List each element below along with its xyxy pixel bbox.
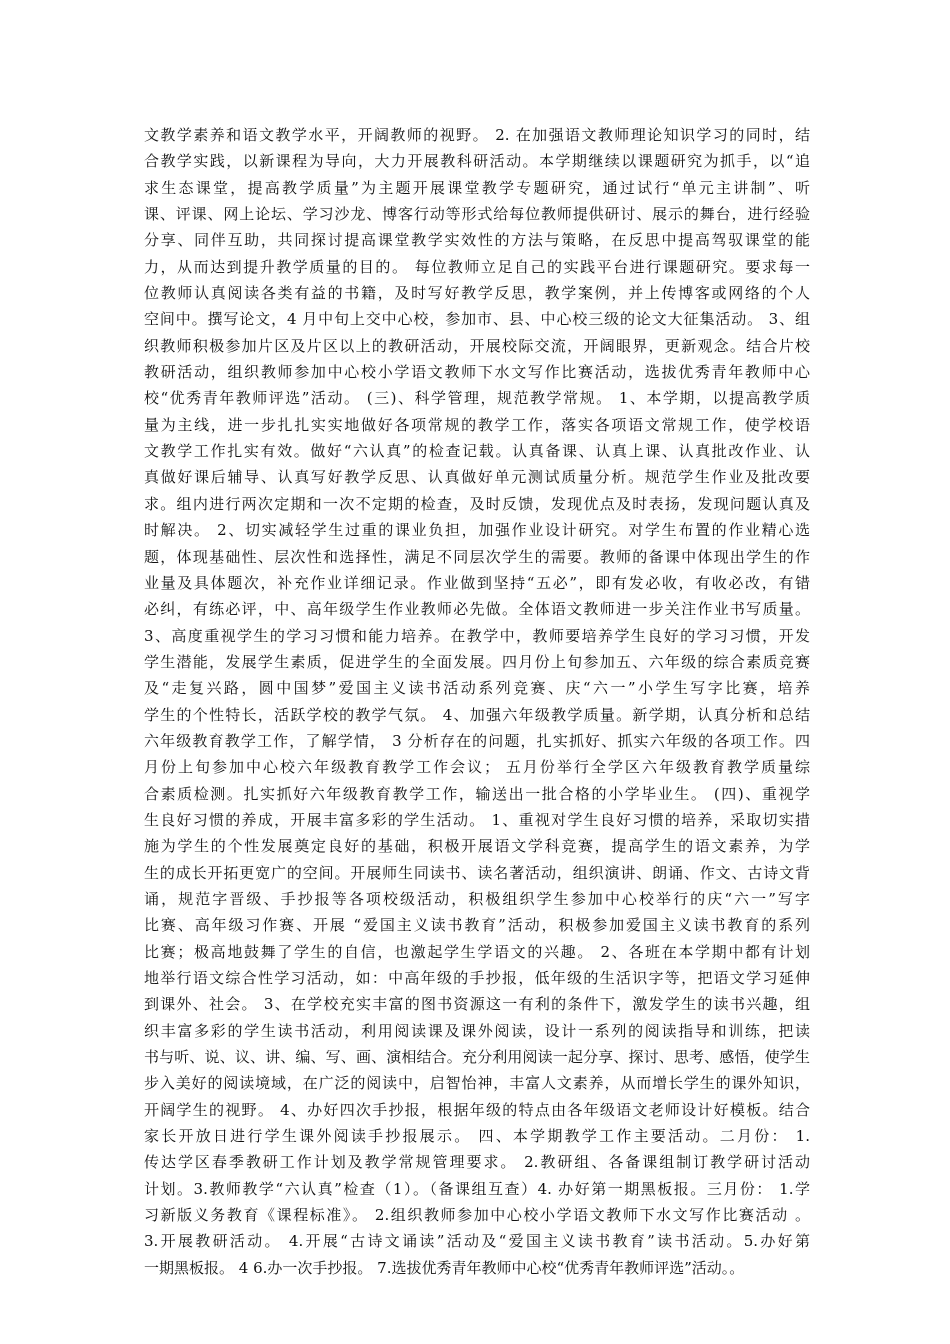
text-line: 合素质检测。扎实抓好六年级教育教学工作，输送出一批合格的小学毕业生。 (四)、重视学 <box>144 784 810 803</box>
text-line: 开阔学生的视野。 4、办好四次手抄报，根据年级的特点由各年级语文老师设计好模板。结合 <box>144 1100 810 1119</box>
text-line: 习新版义务教育《课程标准》。 2.组织教师参加中心校小学语文教师下水文写作比赛活动 。 <box>144 1206 810 1225</box>
text-line: 诵，规范字晋级、手抄报等各项校级活动，积极组织学生参加中心校举行的庆“六一”写字 <box>144 889 810 908</box>
text-line: 文教学素养和语文教学水平，开阔教师的视野。 2. 在加强语文教师理论知识学习的同时，结 <box>144 126 810 144</box>
body-text <box>144 122 810 1281</box>
text-line: 月份上旬参加中心校六年级教育教学工作会议； 五月份举行全学区六年级教育教学质量综 <box>144 758 810 777</box>
text-line: 3、高度重视学生的学习习惯和能力培养。在教学中，教师要培养学生良好的学习习惯，开发 <box>144 626 810 645</box>
text-line: 地举行语文综合性学习活动，如：中高年级的手抄报，低年级的生活识字等，把语文学习延伸 <box>144 969 810 987</box>
text-line: 必纠，有练必评，中、高年级学生作业教师必先做。全体语文教师进一步关注作业书写质量。 <box>144 600 810 619</box>
text-line: 比赛；极高地鼓舞了学生的自信，也激起学生学语文的兴趣。 2、各班在本学期中都有计划 <box>144 942 810 961</box>
text-line: 空间中。撰写论文，4 月中旬上交中心校，参加市、县、中心校三级的论文大征集活动。 3、组 <box>144 310 810 329</box>
text-line: 文教学工作扎实有效。做好“六认真”的检查记载。认真备课、认真上课、认真批改作业、认 <box>144 442 810 461</box>
text-line: 及“走复兴路，圆中国梦”爱国主义读书活动系列竞赛、庆“六一”小学生写字比赛，培养 <box>144 679 810 698</box>
text-line: 分享、同伴互助，共同探讨提高课堂教学实效性的方法与策略，在反思中提高驾驭课堂的能 <box>144 231 810 250</box>
text-line: 求生态课堂，提高教学质量”为主题开展课堂教学专题研究，通过试行“单元主讲制”、听 <box>144 178 810 197</box>
text-line: 织教师积极参加片区及片区以上的教研活动，开展校际交流，开阔眼界，更新观念。结合片校 <box>144 336 810 355</box>
text-line: 施为学生的个性发展奠定良好的基础，积极开展语文学科竞赛，提高学生的语文素养，为学 <box>144 837 810 856</box>
text-line: 校“优秀青年教师评选”活动。 (三)、科学管理，规范教学常规。 1、本学期，以提高教学质 <box>144 389 810 408</box>
text-line: 量为主线，进一步扎扎实实地做好各项常规的教学工作，落实各项语文常规工作，使学校语 <box>144 415 810 434</box>
text-line: 合教学实践，以新课程为导向，大力开展教科研活动。本学期继续以课题研究为抓手，以“追 <box>144 152 810 171</box>
text-line: 业量及具体题次，补充作业详细记录。作业做到坚持“五必”，即有发必收，有收必改，有错 <box>144 573 810 592</box>
text-line: 书与听、说、议、讲、编、写、画、演相结合。充分利用阅读一起分享、探讨、思考、感悟，使学生 <box>144 1048 810 1067</box>
text-line: 课、评课、网上论坛、学习沙龙、博客行动等形式给每位教师提供研讨、展示的舞台，进行经验 <box>144 205 810 224</box>
text-line: 一期黑板报。 4 6.办一次手抄报。 7.选拔优秀青年教师中心校“优秀青年教师评选”活动。。 <box>144 1258 745 1277</box>
text-line: 力，从而达到提升教学质量的目的。 每位教师立足自己的实践平台进行课题研究。要求每一 <box>144 257 810 276</box>
text-line: 计划。3.教师教学“六认真”检查（1）。（备课组互查）4. 办好第一期黑板报。三月份： 1.学 <box>144 1179 810 1198</box>
text-line: 教研活动，组织教师参加中心校小学语文教师下水文写作比赛活动，选拔优秀青年教师中心 <box>144 363 810 382</box>
text-line: 织丰富多彩的学生读书活动，利用阅读课及课外阅读，设计一系列的阅读指导和训练，把读 <box>144 1021 810 1040</box>
text-line: 家长开放日进行学生课外阅读手抄报展示。 四、本学期教学工作主要活动。二月份： 1. <box>144 1127 810 1146</box>
text-line: 位教师认真阅读各类有益的书籍，及时写好教学反思，教学案例，并上传博客或网络的个人 <box>144 284 810 303</box>
text-line: 3.开展教研活动。 4.开展“古诗文诵读”活动及“爱国主义读书教育”读书活动。5.办好第 <box>144 1232 810 1251</box>
text-line: 时解决。 2、切实减轻学生过重的课业负担，加强作业设计研究。对学生布置的作业精心选 <box>144 521 810 540</box>
text-line: 步入美好的阅读境域，在广泛的阅读中，启智怡神，丰富人文素养，从而增长学生的课外知识， <box>144 1074 810 1093</box>
text-line: 真做好课后辅导、认真写好教学反思、认真做好单元测试质量分析。规范学生作业及批改要 <box>144 468 810 487</box>
text-line: 求。组内进行两次定期和一次不定期的检查，及时反馈，发现优点及时表扬，发现问题认真及 <box>144 494 810 513</box>
text-line: 生良好习惯的养成，开展丰富多彩的学生活动。 1、重视对学生良好习惯的培养，采取切实措 <box>144 810 810 829</box>
text-line: 学生的个性特长，活跃学校的教学气氛。 4、加强六年级教学质量。新学期，认真分析和总结 <box>144 705 810 724</box>
text-line: 传达学区春季教研工作计划及教学常规管理要求。 2.教研组、各备课组制订教学研讨活动 <box>144 1153 810 1172</box>
text-line: 学生潜能，发展学生素质，促进学生的全面发展。四月份上旬参加五、六年级的综合素质竞赛 <box>144 652 810 671</box>
text-line: 题，体现基础性、层次性和选择性，满足不同层次学生的需要。教师的备课中体现出学生的作 <box>144 547 810 566</box>
text-line: 比赛、高年级习作赛、开展 “爱国主义读书教育”活动，积极参加爱国主义读书教育的系列 <box>144 916 810 935</box>
text-line: 到课外、社会。 3、在学校充实丰富的图书资源这一有利的条件下，激发学生的读书兴趣，组 <box>144 995 810 1014</box>
text-line: 六年级教育教学工作，了解学情， 3 分析存在的问题，扎实抓好、抓实六年级的各项工作。四 <box>144 731 810 750</box>
text-line: 生的成长开拓更宽广的空间。开展师生同读书、读名著活动，组织演讲、朗诵、作文、古诗文背 <box>144 863 810 882</box>
